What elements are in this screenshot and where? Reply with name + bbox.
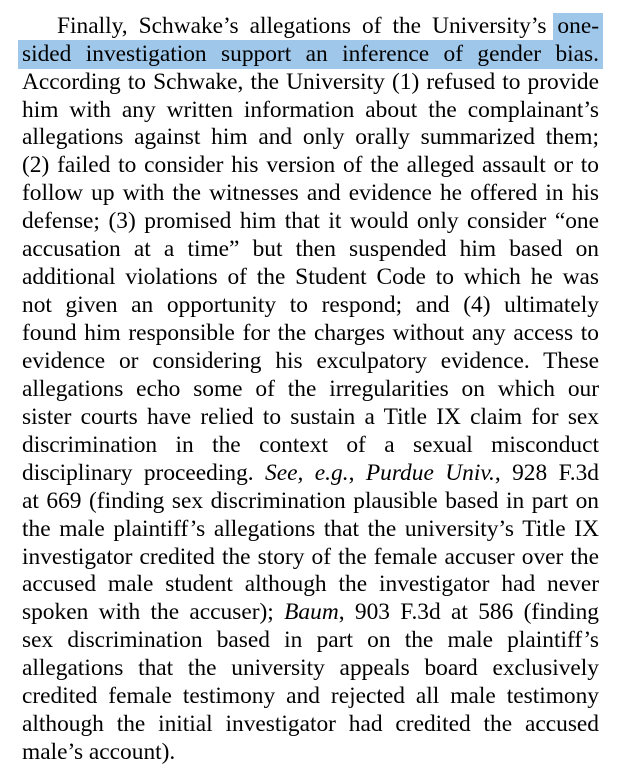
paragraph-line-21: accused male student although the investigator had never bbox=[22, 571, 599, 597]
citation-text-2: spoken with the accuser); bbox=[22, 599, 285, 625]
paragraph-line-6: (2) failed to consider his version of the alleged assault or to bbox=[22, 152, 599, 178]
paragraph-line-20: investigator credited the story of the female accuser over the bbox=[22, 544, 599, 570]
paragraph-line-26: although the initial investigator had credited the accused bbox=[22, 711, 599, 737]
paragraph-line-27: male’s account). bbox=[22, 739, 176, 765]
paragraph-line-7: follow up with the witnesses and evidence he offered in his bbox=[22, 180, 599, 206]
paragraph-line-4: him with any written information about the complainant’s bbox=[22, 97, 599, 123]
paragraph-line-14: allegations echo some of the irregularities on which our bbox=[22, 376, 599, 402]
case-name-purdue: Purdue Univ. bbox=[365, 460, 495, 486]
paragraph-line-1: Finally, Schwake’s allegations of the University’s one- bbox=[57, 13, 599, 39]
paragraph-line-12: found him responsible for the charges without any access to bbox=[22, 320, 599, 346]
paragraph-line-5: allegations against him and only orally summarized them; bbox=[22, 124, 599, 150]
case-name-baum: Baum bbox=[284, 599, 339, 625]
paragraph-line-25: credited female testimony and rejected all male testimony bbox=[22, 683, 599, 709]
paragraph-line-19: the male plaintiff’s allegations that the university’s Title IX bbox=[22, 516, 599, 542]
paragraph-line-23: sex discrimination based in part on the male plaintiff’s bbox=[22, 627, 599, 653]
paragraph-line-17 bbox=[22, 460, 599, 487]
citation-reporter-2: , 903 F.3d at 586 (finding bbox=[338, 599, 599, 625]
paragraph-line-2: sided investigation support an inference of gender bias. bbox=[22, 41, 599, 67]
paragraph-line-10: additional violations of the Student Code to which he was bbox=[22, 264, 599, 290]
paragraph-line-15: sister courts have relied to sustain a Title IX claim for sex bbox=[22, 404, 599, 430]
paragraph-line-11: not given an opportunity to respond; and (4) ultimately bbox=[22, 292, 599, 318]
paragraph-line-22 bbox=[22, 599, 599, 626]
paragraph-line-13: evidence or considering his exculpatory evidence. These bbox=[22, 348, 599, 374]
paragraph-line-24: allegations that the university appeals board exclusively bbox=[22, 655, 599, 681]
citation-reporter: , 928 F.3d bbox=[494, 460, 599, 486]
paragraph-line-3: According to Schwake, the University (1) refused to provide bbox=[22, 69, 599, 95]
citation-signal: See, e.g. bbox=[265, 460, 349, 486]
paragraph-line-8: defense; (3) promised him that it would only consider “one bbox=[22, 208, 599, 234]
citation-text: disciplinary proceeding. bbox=[22, 460, 266, 486]
paragraph-line-18: at 669 (finding sex discrimination plausible based in part on bbox=[22, 488, 599, 514]
citation-separator: , bbox=[348, 460, 366, 486]
paragraph-line-9: accusation at a time” but then suspended him based on bbox=[22, 236, 599, 262]
paragraph-line-16: discrimination in the context of a sexual misconduct bbox=[22, 432, 599, 458]
